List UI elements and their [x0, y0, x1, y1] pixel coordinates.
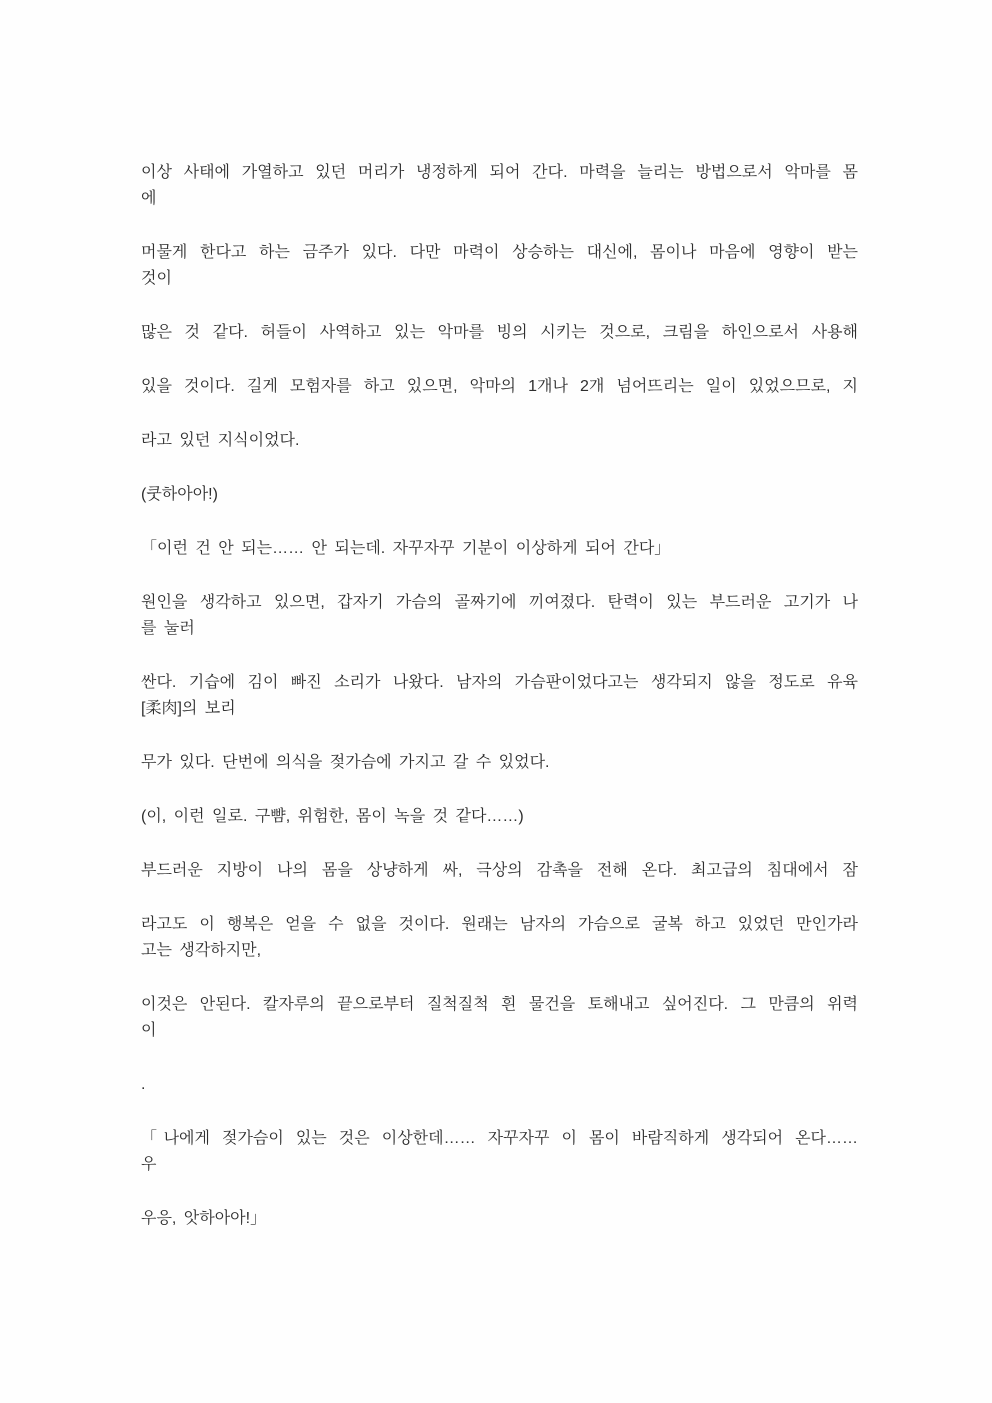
text-line: 를 눌러	[141, 620, 195, 637]
paragraph	[141, 240, 858, 292]
text-line: 머물게 한다고 하는 금주가 있다. 다만 마력이 상승하는 대신에, 몸이나 마음에 영향이 받는	[141, 244, 858, 261]
text-line: (이, 이런 일로. 구뺨, 위험한, 몸이 녹을 것 같다……)	[141, 808, 524, 825]
paragraph	[141, 912, 858, 964]
text-line: 무가 있다. 단번에 의식을 젖가슴에 가지고 갈 수 있었다.	[141, 754, 550, 771]
paragraph	[141, 374, 858, 400]
text-line: 싼다. 기습에 김이 빠진 소리가 나왔다. 남자의 가슴판이었다고는 생각되지 않을 정도로 유육	[141, 674, 858, 691]
paragraph	[141, 1206, 858, 1232]
text-line: 이것은 안된다. 칼자루의 끝으로부터 질척질척 흰 물건을 토해내고 싶어진다. 그 만큼의 위력	[141, 996, 858, 1013]
paragraph	[141, 1072, 858, 1098]
text-line: 이상 사태에 가열하고 있던 머리가 냉정하게 되어 간다. 마력을 늘리는 방법으로서 악마를 몸	[141, 164, 858, 181]
text-line: 라고도 이 행복은 얻을 수 없을 것이다. 원래는 남자의 가슴으로 굴복 하고 있었던 만인가라	[141, 916, 858, 933]
paragraph	[141, 670, 858, 722]
text-line: 우	[141, 1156, 157, 1173]
text-line: 부드러운 지방이 나의 몸을 상냥하게 싸, 극상의 감촉을 전해 온다. 최고급의 침대에서 잠	[141, 862, 858, 879]
document-text-body	[141, 160, 858, 1232]
paragraph	[141, 590, 858, 642]
text-line: 에	[141, 190, 157, 207]
text-line: 우응, 앗하아아!」	[141, 1210, 267, 1227]
text-line: 원인을 생각하고 있으면, 갑자기 가슴의 골짜기에 끼여졌다. 탄력이 있는 부드러운 고기가 나	[141, 594, 858, 611]
text-line: 있을 것이다. 길게 모험자를 하고 있으면, 악마의 1개나 2개 넘어뜨리는 일이 있었으므로, 지	[141, 378, 858, 395]
text-line: .	[141, 1076, 146, 1093]
paragraph	[141, 858, 858, 884]
paragraph	[141, 750, 858, 776]
paragraph	[141, 536, 858, 562]
text-line: 라고 있던 지식이었다.	[141, 432, 300, 449]
text-line: 것이	[141, 270, 172, 287]
text-line: 「이런 건 안 되는…… 안 되는데. 자꾸자꾸 기분이 이상하게 되어 간다」	[141, 540, 671, 557]
text-line: 「나에게 젖가슴이 있는 것은 이상한데…… 자꾸자꾸 이 몸이 바람직하게 생각되어 온다……	[141, 1130, 858, 1147]
paragraph	[141, 320, 858, 346]
text-line: 고는 생각하지만,	[141, 942, 262, 959]
paragraph	[141, 992, 858, 1044]
text-line: 많은 것 같다. 허들이 사역하고 있는 악마를 빙의 시키는 것으로, 크림을 하인으로서 사용해	[141, 324, 858, 341]
paragraph	[141, 482, 858, 508]
paragraph	[141, 804, 858, 830]
text-line: 이	[141, 1022, 157, 1039]
paragraph	[141, 1126, 858, 1178]
paragraph	[141, 428, 858, 454]
paragraph	[141, 160, 858, 212]
text-line: (쿳하아아!)	[141, 486, 218, 503]
text-line: [柔肉]의 보리	[141, 700, 236, 717]
